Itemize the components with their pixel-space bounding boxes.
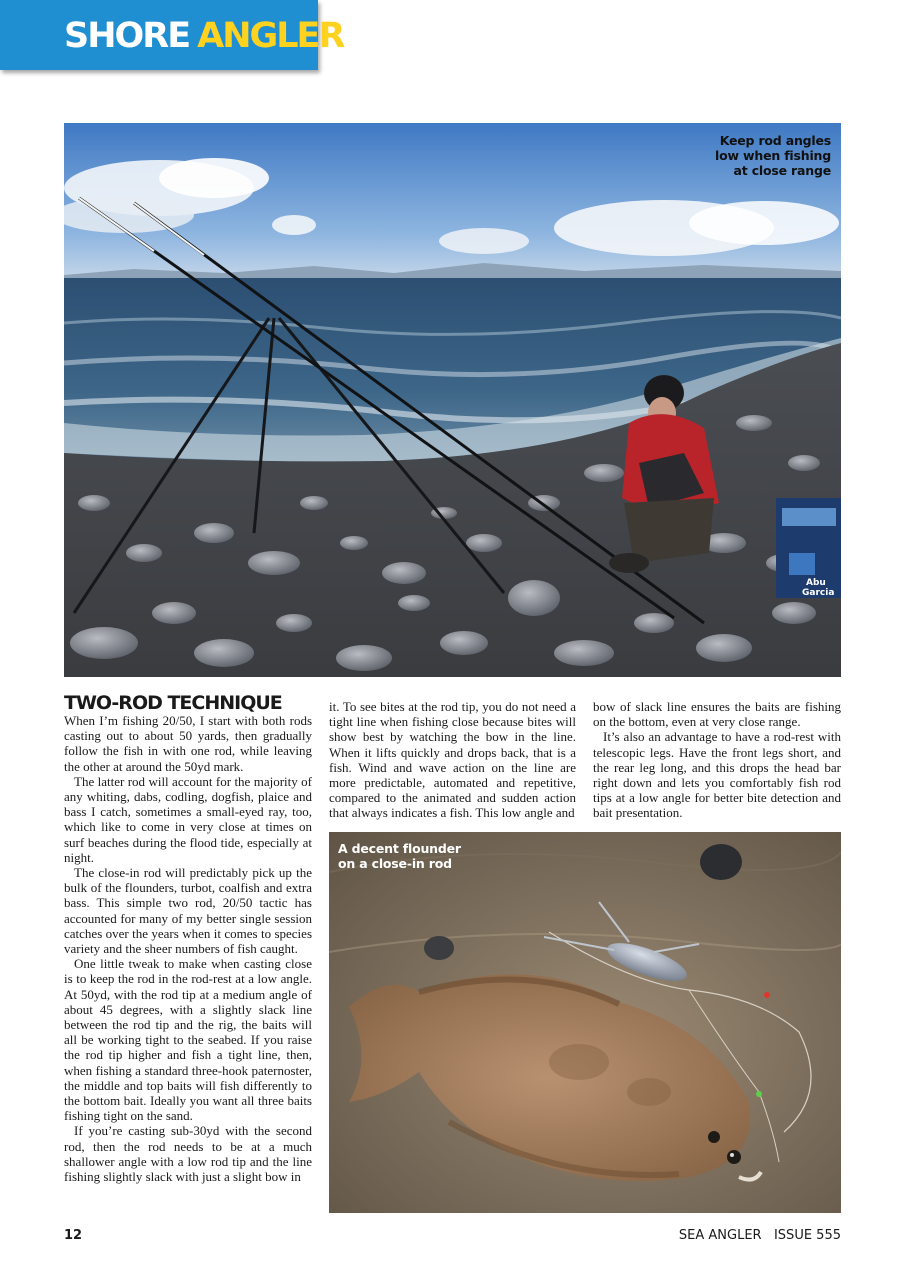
photo-icon <box>64 123 841 677</box>
paragraph: it. To see bites at the rod tip, you do not need a tight line when fishing close because bites will show best by watching the bow in the line. When it lifts quickly and drops back, that is a fish. Wind and wave action on the line are more predictable, automated and repetitive, compared to the animated and sudden action that always indicates a fish. This low angle and <box>329 699 576 821</box>
paragraph: bow of slack line ensures the baits are fishing on the bottom, even at very close range. <box>593 699 841 730</box>
article-column-1 <box>64 692 312 1184</box>
bottom-photo-caption <box>338 841 461 871</box>
masthead <box>0 0 344 70</box>
article-column-3 <box>593 699 841 821</box>
paragraph: The close-in rod will predictably pick up the bulk of the flounders, turbot, coalfish and extra bass. This simple two rod, 20/50 tactic has accounted for many of my better single session catches over the years when it comes to species variety and the sheer numbers of fish caught. <box>64 865 312 957</box>
top-photo <box>64 123 841 677</box>
box-label-1: Abu <box>806 578 826 588</box>
masthead-word-angler: ANGLER <box>197 16 344 56</box>
box-label-2: Garcia <box>802 588 835 598</box>
article-heading: TWO-ROD TECHNIQUE <box>64 692 282 714</box>
paragraph: If you’re casting sub-30yd with the second rod, then the rod needs to be at a much shallower angle with a low rod tip and the line fishing slightly slack with just a slight bow in <box>64 1123 312 1185</box>
article-column-2 <box>329 699 576 821</box>
caption-line: on a close-in rod <box>338 856 452 871</box>
top-photo-caption <box>715 133 831 178</box>
flounder-photo-icon <box>329 832 841 1213</box>
page-number: 12 <box>64 1228 83 1243</box>
paragraph: The latter rod will account for the majority of any whiting, dabs, codling, dogfish, plaice and bass I catch, sometimes a small-eyed ray, too, which like to come in very close at times on surf beaches during the flood tide, especially at night. <box>64 773 312 865</box>
caption-line: Keep rod angles <box>719 133 831 148</box>
bottom-photo <box>329 832 841 1213</box>
masthead-title <box>64 16 343 56</box>
caption-line: at close range <box>733 163 831 178</box>
paragraph: One little tweak to make when casting close is to keep the rod in the rod-rest at a low angle. At 50yd, with the rod tip at a medium angle of about 45 degrees, with a slightly slack line between the rod tip and the rig, the baits will all be working tight to the seabed. If you raise the rod tip higher and fish a tight line, then, when fishing a standard three-hook paternoster, the middle and top baits will fish differently to the bottom bait. Ideally you want all three baits fishing tight on the sand. <box>64 956 312 1124</box>
paragraph: When I’m fishing 20/50, I start with both rods casting out to about 50 yards, then gradually follow the fish in with one rod, while leaving the other at around the 50yd mark. <box>64 713 312 774</box>
masthead-word-shore: SHORE <box>64 16 190 56</box>
paragraph: It’s also an advantage to have a rod-rest with telescopic legs. Have the front legs short, and the rear leg long, and this drops the head bar right down and lets you comfortably fish rod tips at a low angle for better bite detection and bait presentation. <box>593 729 841 821</box>
caption-line: low when fishing <box>715 148 831 163</box>
tackle-box <box>776 498 841 598</box>
caption-line: A decent flounder <box>338 841 461 856</box>
publication-issue: SEA ANGLER ISSUE 555 <box>678 1228 841 1243</box>
